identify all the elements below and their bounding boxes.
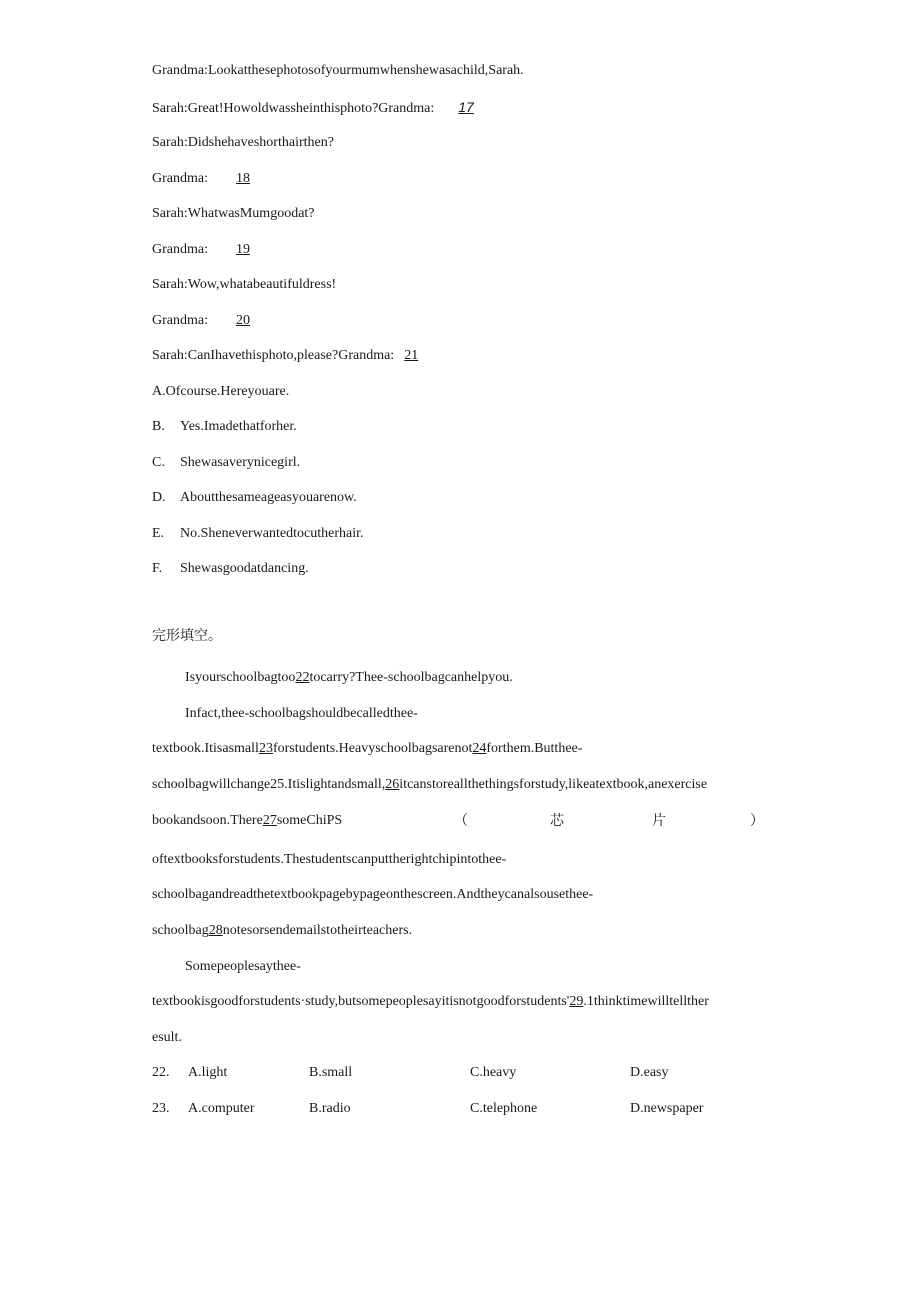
- choice-b: B.radio: [309, 1101, 351, 1116]
- cloze-text: schoolbag: [152, 923, 209, 938]
- choice-c: C.telephone: [470, 1101, 538, 1116]
- cloze-blank: 26: [385, 777, 400, 792]
- cloze-line: [152, 776, 707, 794]
- dialogue-text: Grandma:: [152, 171, 208, 186]
- cloze-line: [185, 705, 418, 723]
- dialogue-text: Sarah:Great!Howoldwassheinthisphoto?Grandma:: [152, 101, 435, 116]
- cloze-text: itcanstoreallthethingsforstudy,likeatextbook,anexercise: [399, 777, 708, 792]
- option-letter: D.: [152, 490, 166, 505]
- dialogue-text: Grandma:: [152, 313, 208, 328]
- dialogue-line: [152, 276, 336, 294]
- cloze-line: [152, 993, 709, 1011]
- cloze-line: [152, 922, 412, 940]
- cloze-line: [152, 812, 764, 830]
- dialogue-line: [152, 62, 524, 80]
- cloze-text: .1thinktimewilltellther: [583, 994, 709, 1009]
- option-text: Yes.Imadethatforher.: [180, 419, 297, 434]
- option-text: Ofcourse.Hereyouare.: [165, 384, 290, 399]
- dialogue-text: Grandma:Lookatthesephotosofyourmumwhenshewasachild,Sarah.: [152, 63, 524, 78]
- option-text: Aboutthesameageasyouarenow.: [180, 490, 357, 505]
- dialogue-text: Grandma:: [152, 242, 208, 257]
- option-text: Shewasaverynicegirl.: [180, 455, 301, 470]
- cloze-blank: 22: [295, 670, 310, 685]
- choice-a: A.computer: [188, 1101, 255, 1116]
- dialogue-line: [152, 134, 334, 152]
- cloze-text: ·: [300, 994, 306, 1009]
- paren-open: （: [454, 813, 468, 829]
- option-item: [152, 489, 357, 507]
- cloze-line: [152, 1029, 182, 1047]
- option-letter: C.: [152, 455, 165, 470]
- option-item: [152, 525, 364, 543]
- option-text: No.Sheneverwantedtocutherhair.: [180, 526, 364, 541]
- answer-blank: 19: [235, 242, 250, 257]
- dialogue-line: [152, 98, 474, 118]
- cloze-text: oftextbooksforstudents.Thestudentscanputtherightchipintothee-: [152, 852, 507, 867]
- answer-blank: 21: [404, 348, 419, 363]
- option-item: [152, 560, 309, 578]
- answer-blank: 20: [235, 313, 250, 328]
- dialogue-text: Sarah:WhatwasMumgoodat?: [152, 206, 315, 221]
- chinese-char: 芯: [550, 813, 564, 829]
- cloze-line: [152, 740, 582, 758]
- cloze-text: Somepeoplesaythee-: [185, 959, 301, 974]
- dialogue-line: [152, 347, 418, 365]
- cloze-blank: 24: [472, 741, 487, 756]
- dialogue-text: Sarah:Didshehaveshorthairthen?: [152, 135, 334, 150]
- chinese-char: 片: [652, 813, 666, 829]
- cloze-line: [152, 851, 506, 869]
- cloze-line: [185, 669, 513, 687]
- option-letter: A.: [152, 384, 166, 399]
- question-number: 23.: [152, 1101, 170, 1116]
- section-heading: 完形填空。: [152, 628, 222, 644]
- cloze-blank: 27: [262, 813, 277, 828]
- choice-d: D.easy: [630, 1065, 669, 1080]
- cloze-text: schoolbagandreadthetextbookpagebypageonthescreen.Andtheycanalsousethee-: [152, 887, 594, 902]
- option-item: [152, 454, 300, 472]
- question-number: 22.: [152, 1065, 170, 1080]
- cloze-text: notesorsendemailstotheirteachers.: [222, 923, 413, 938]
- cloze-text: bookandsoon.There: [152, 813, 263, 828]
- dialogue-line: [152, 312, 250, 330]
- cloze-text: study,butsomepeoplesayitisnotgoodforstudents': [305, 994, 570, 1009]
- choice-d: D.newspaper: [630, 1101, 704, 1116]
- cloze-text: tocarry?Thee-schoolbagcanhelpyou.: [309, 670, 513, 685]
- dialogue-text: Sarah:Wow,whatabeautifuldress!: [152, 277, 337, 292]
- dialogue-text: Sarah:CanIhavethisphoto,please?Grandma:: [152, 348, 395, 363]
- option-letter: F.: [152, 561, 163, 576]
- cloze-text: schoolbagwillchange25.Itislightandsmall,: [152, 777, 386, 792]
- cloze-line: [152, 886, 593, 904]
- cloze-text: forstudents.Heavyschoolbagsarenot: [272, 741, 473, 756]
- dialogue-line: [152, 241, 250, 259]
- option-text: Shewasgoodatdancing.: [180, 561, 309, 576]
- cloze-line: [185, 958, 301, 976]
- choice-c: C.heavy: [470, 1065, 517, 1080]
- cloze-text: forthem.Butthee-: [486, 741, 583, 756]
- choice-a: A.light: [188, 1065, 228, 1080]
- cloze-text: Isyourschoolbagtoo: [185, 670, 296, 685]
- cloze-text: textbook.Itisasmall: [152, 741, 259, 756]
- cloze-blank: 29: [569, 994, 584, 1009]
- cloze-text: esult.: [152, 1030, 182, 1045]
- dialogue-line: [152, 170, 250, 188]
- cloze-text: someChiPS: [276, 813, 343, 828]
- paren-close: ）: [750, 813, 764, 829]
- option-letter: E.: [152, 526, 165, 541]
- answer-blank: 18: [235, 171, 250, 186]
- cloze-text: textbookisgoodforstudents: [152, 994, 301, 1009]
- option-item: [152, 418, 297, 436]
- cloze-text: Infact,thee-schoolbagshouldbecalledthee-: [185, 706, 418, 721]
- option-item: [152, 383, 289, 401]
- dialogue-line: [152, 205, 315, 223]
- answer-blank: 17: [458, 99, 474, 115]
- option-letter: B.: [152, 419, 165, 434]
- cloze-blank: 28: [208, 923, 223, 938]
- choice-b: B.small: [309, 1065, 353, 1080]
- cloze-blank: 23: [258, 741, 273, 756]
